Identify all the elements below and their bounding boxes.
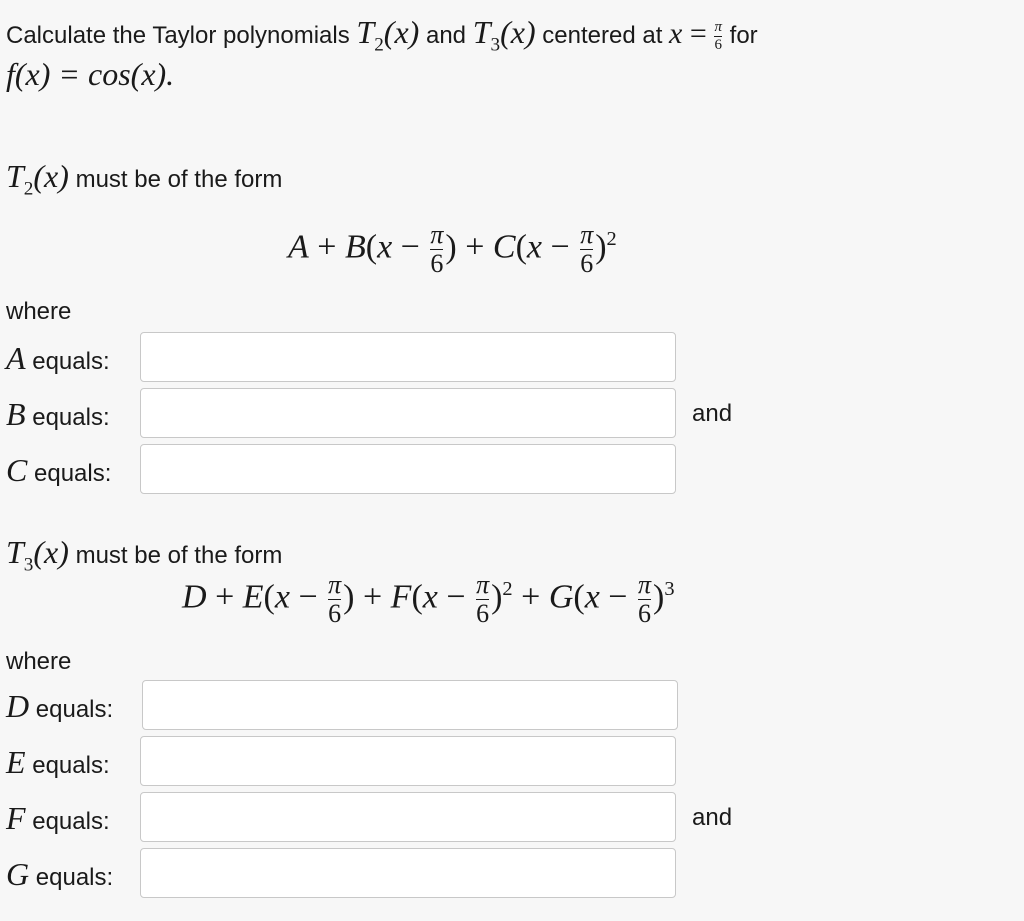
- t3-heading-symbol: $T_3(x)$: [6, 534, 69, 576]
- t2-symbol: $T_2(x)$: [356, 14, 420, 56]
- and-label: and: [692, 400, 733, 427]
- equals-label: equals:: [32, 752, 110, 779]
- var-e: E: [6, 744, 26, 780]
- answer-row-a: [6, 332, 1016, 384]
- answer-input-c[interactable]: [140, 444, 676, 494]
- t3-where: where: [6, 648, 72, 675]
- equals-label: equals:: [34, 460, 112, 487]
- answer-row-b: [6, 388, 1016, 440]
- problem-statement-line-1: [6, 14, 758, 56]
- center-expr: x =: [669, 17, 707, 50]
- t2-lead-text: must be of the form: [75, 166, 283, 193]
- equals-label: equals:: [32, 808, 110, 835]
- t3-formula: D + E(x − $\frac{\pi}{6}$ ) + F(x − $\frac{\pi}{6}$ )$^2$ + G(x − $\frac{\pi}{6}$ )$^3$: [182, 570, 675, 628]
- t2-where: where: [6, 298, 72, 325]
- equals-label: equals:: [35, 864, 114, 891]
- answer-row-g: [6, 848, 1016, 900]
- var-g: G: [6, 856, 30, 892]
- var-f: F: [6, 800, 26, 836]
- answer-row-e: [6, 736, 1016, 788]
- intro-centered: centered at: [542, 22, 663, 49]
- t2-form-heading: [6, 158, 282, 200]
- equals-label: equals:: [32, 348, 110, 375]
- var-a: A: [6, 340, 26, 376]
- intro-and: and: [425, 22, 467, 49]
- answer-input-f[interactable]: [140, 792, 676, 842]
- t2-heading-symbol: $T_2(x)$: [6, 158, 69, 200]
- answer-input-b[interactable]: [140, 388, 676, 438]
- t3-lead-text: must be of the form: [75, 542, 283, 569]
- intro-for: for: [729, 22, 758, 49]
- answer-row-c: [6, 444, 1016, 496]
- var-b: B: [6, 396, 26, 432]
- t2-formula: A + B(x − $\frac{\pi}{6}$ ) + C(x − $\frac{\pi}{6}$ )$^2$: [288, 220, 617, 278]
- answer-input-e[interactable]: [140, 736, 676, 786]
- answer-input-d[interactable]: [142, 680, 678, 730]
- and-label: and: [692, 804, 733, 831]
- answer-input-g[interactable]: [140, 848, 676, 898]
- answer-row-d: [6, 680, 1016, 732]
- var-c: C: [6, 452, 28, 488]
- equals-label: equals:: [32, 404, 110, 431]
- t3-symbol: $T_3(x)$: [472, 14, 536, 56]
- intro-text: Calculate the Taylor polynomials: [6, 22, 350, 49]
- pi-over-6-fraction: $\frac{\pi}{6}$: [714, 19, 722, 54]
- answer-input-a[interactable]: [140, 332, 676, 382]
- function-definition: f(x) = cos(x).: [6, 56, 175, 92]
- t3-form-heading: [6, 534, 282, 576]
- var-d: D: [6, 688, 30, 724]
- equals-label: equals:: [35, 696, 114, 723]
- answer-row-f: [6, 792, 1016, 844]
